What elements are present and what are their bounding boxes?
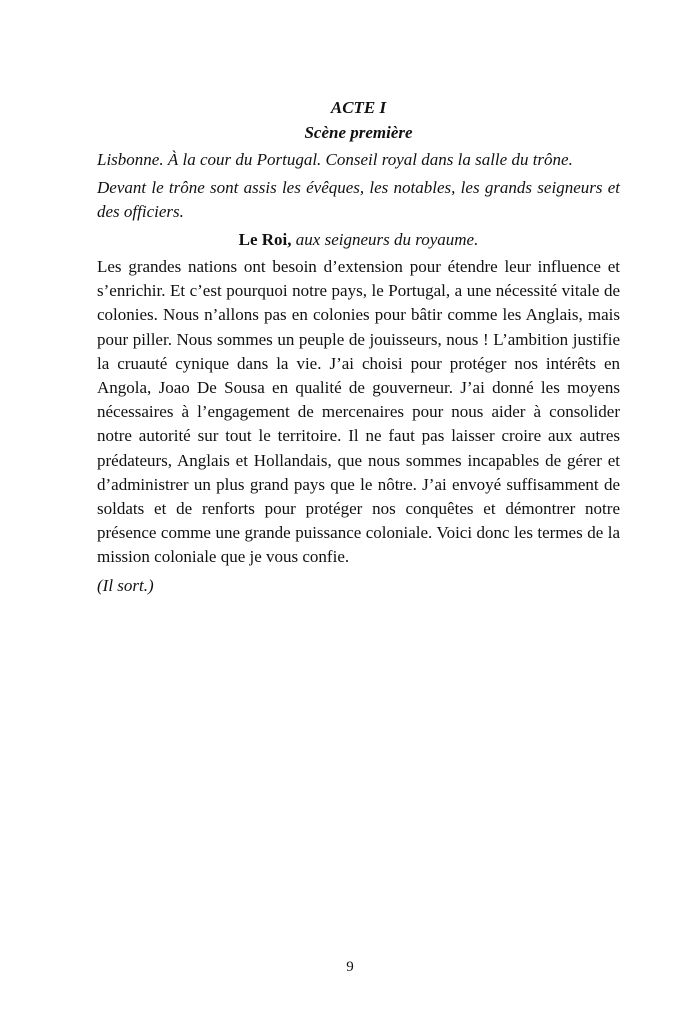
speaker-line: [97, 228, 620, 252]
exit-direction: (Il sort.): [97, 575, 154, 595]
speaker-direction: aux seigneurs du royaume.: [291, 230, 479, 249]
king-speech: Les grandes nations ont besoin d’extension pour étendre leur influence et s’enrichir. Et c’est pourquoi notre pays, le Portugal, a une nécessité vitale de colonies. Nous n’allons pas en colonies pour bâtir comme les Anglais, mais pour piller. Nous sommes un peuple de jouisseurs, nous ! L’ambition justifie la cruauté cynique dans la vie. J’ai choisi pour protéger nos intérêts en Angola, Joao De Sousa en qualité de gouverneur. J’ai donné les moyens nécessaires à l’engagement de mercenaires pour nous aider à consolider notre autorité sur tout le territoire. Il ne faut pas laisser croire aux autres prédateurs, Anglais et Hollandais, que nous sommes incapables de gérer et d’administrer un plus grand pays que le nôtre. J’ai envoyé suffisamment de soldats et de renforts pour protéger nos conquêtes et démontrer notre présence comme une grande puissance coloniale. Voici donc les termes de la mission coloniale que je vous confie.: [97, 257, 620, 567]
page-content: [97, 96, 620, 598]
scene-title: Scène première: [304, 123, 413, 142]
stage-direction-setting: Lisbonne. À la cour du Portugal. Conseil royal dans la salle du trône.: [97, 150, 573, 169]
stage-direction-seating: Devant le trône sont assis les évêques, les notables, les grands seigneurs et des officiers.: [97, 178, 620, 221]
speaker-name: Le Roi,: [238, 230, 292, 249]
act-title: ACTE I: [330, 98, 387, 117]
page-number: 9: [346, 959, 354, 975]
